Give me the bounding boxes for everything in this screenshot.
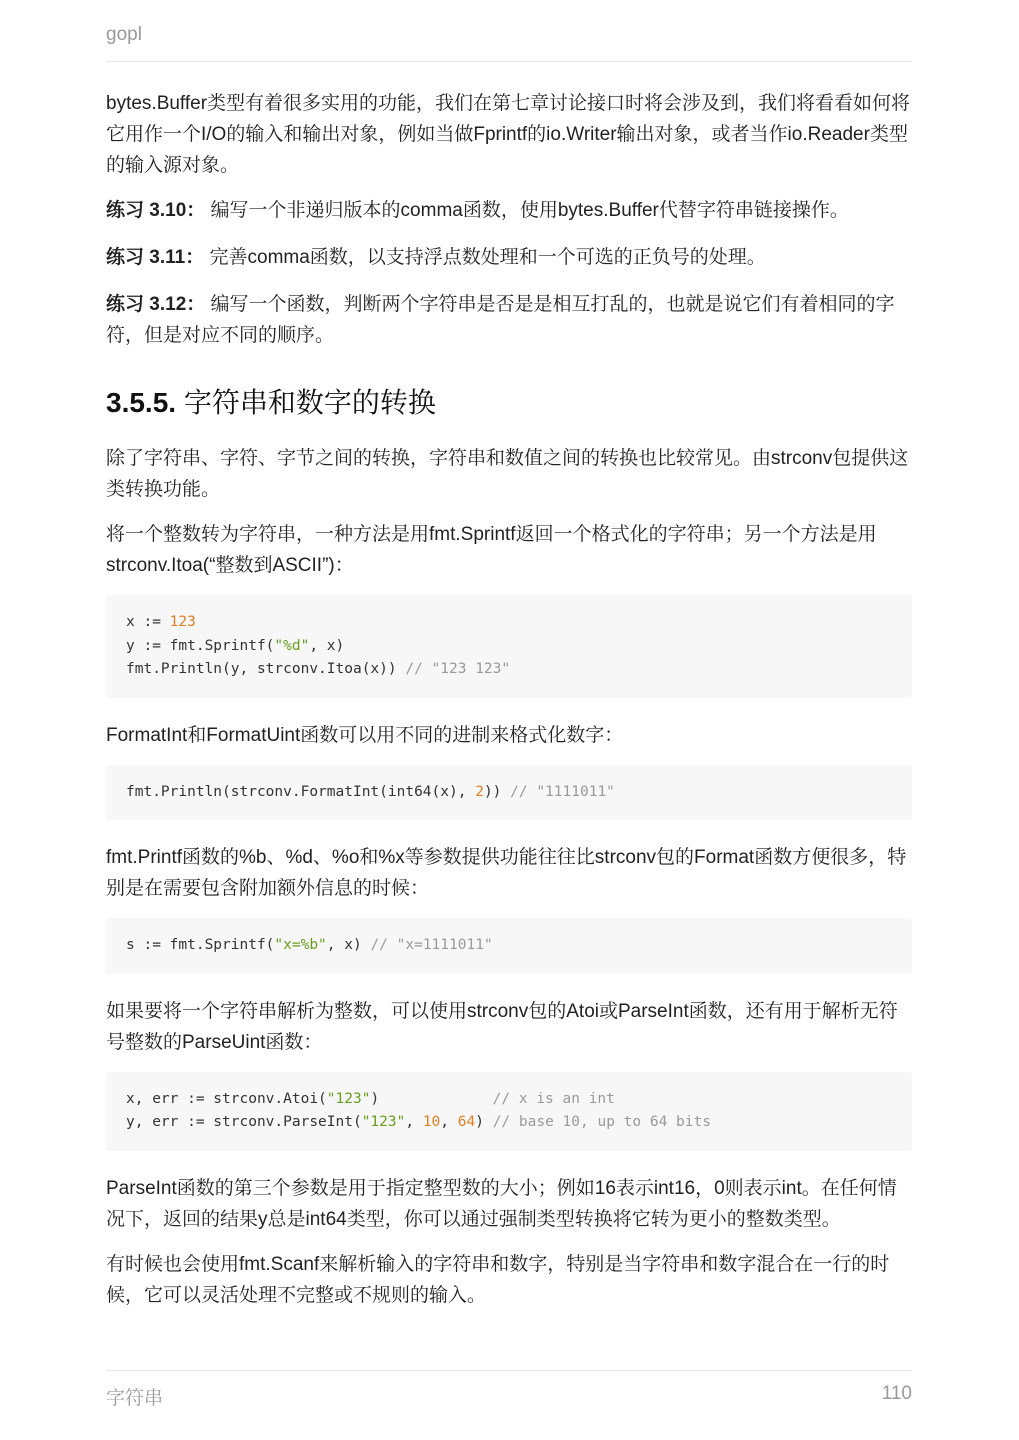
section-title: 字符串和数字的转换 xyxy=(176,387,436,418)
code-block-sprintf: s := fmt.Sprintf("x=%b", x) // "x=1111011" xyxy=(106,918,912,974)
exercise-label: 练习 3.12： xyxy=(106,294,206,315)
exercise-text: 完善comma函数，以支持浮点数处理和一个可选的正负号的处理。 xyxy=(204,247,766,268)
exercise-label: 练习 3.11： xyxy=(106,247,205,268)
exercise-text: 编写一个非递归版本的comma函数，使用bytes.Buffer代替字符串链接操作。 xyxy=(205,200,849,221)
exercise-text: 编写一个函数，判断两个字符串是否是是相互打乱的，也就是说它们有着相同的字符，但是对应不同的顺序。 xyxy=(106,294,895,346)
page-footer xyxy=(106,1370,912,1410)
paragraph-formatint: FormatInt和FormatUint函数可以用不同的进制来格式化数字： xyxy=(106,724,624,746)
exercise-label: 练习 3.10： xyxy=(106,200,206,221)
exercise-3-11 xyxy=(106,242,912,273)
paragraph-printf: fmt.Printf函数的%b、%d、%o和%x等参数提供功能往往比strconv包的Format函数方便很多，特别是在需要包含附加额外信息的时候： xyxy=(106,847,907,899)
paragraph-itoa: 将一个整数转为字符串，一种方法是用fmt.Sprintf返回一个格式化的字符串；另一个方法是用strconv.Itoa(“整数到ASCII”)： xyxy=(106,524,877,576)
code-block-formatint: fmt.Println(strconv.FormatInt(int64(x), 2)) // "1111011" xyxy=(106,765,912,821)
paragraph-buffer: bytes.Buffer类型有着很多实用的功能，我们在第七章讨论接口时将会涉及到，我们将看看如何将它用作一个I/O的输入和输出对象，例如当做Fprintf的io.Writer输出对象，或者当作io.Reader类型的输入源对象。 xyxy=(106,93,911,176)
paragraph-scanf: 有时候也会使用fmt.Scanf来解析输入的字符串和数字，特别是当字符串和数字混合在一行的时候，它可以灵活处理不完整或不规则的输入。 xyxy=(106,1253,890,1306)
paragraph-parse: 如果要将一个字符串解析为整数，可以使用strconv包的Atoi或ParseInt函数，还有用于解析无符号整数的ParseUint函数： xyxy=(106,1000,898,1053)
paragraph-intro: 除了字符串、字符、字节之间的转换，字符串和数值之间的转换也比较常见。由strconv包提供这类转换功能。 xyxy=(106,448,909,500)
exercise-3-10 xyxy=(106,195,912,226)
chapter-name: 字符串 xyxy=(106,1388,164,1409)
page-header xyxy=(106,24,912,62)
page-content xyxy=(106,88,912,1325)
section-heading xyxy=(106,381,912,421)
paragraph-parseint: ParseInt函数的第三个参数是用于指定整型数的大小；例如16表示int16，0则表示int。在任何情况下，返回的结果y总是int64类型，你可以通过强制类型转换将它转为更小的整数类型。 xyxy=(106,1177,897,1230)
code-block-itoa: x := 123 y := fmt.Sprintf("%d", x) fmt.Println(y, strconv.Itoa(x)) // "123 123" xyxy=(106,595,912,698)
book-title: gopl xyxy=(106,24,142,45)
page-number: 110 xyxy=(881,1383,912,1404)
section-number: 3.5.5. xyxy=(106,387,177,418)
code-block-parse: x, err := strconv.Atoi("123") // x is an int y, err := strconv.ParseInt("123", 10, 64) // base 10, up to 64 bits xyxy=(106,1072,912,1151)
exercise-3-12 xyxy=(106,289,912,351)
